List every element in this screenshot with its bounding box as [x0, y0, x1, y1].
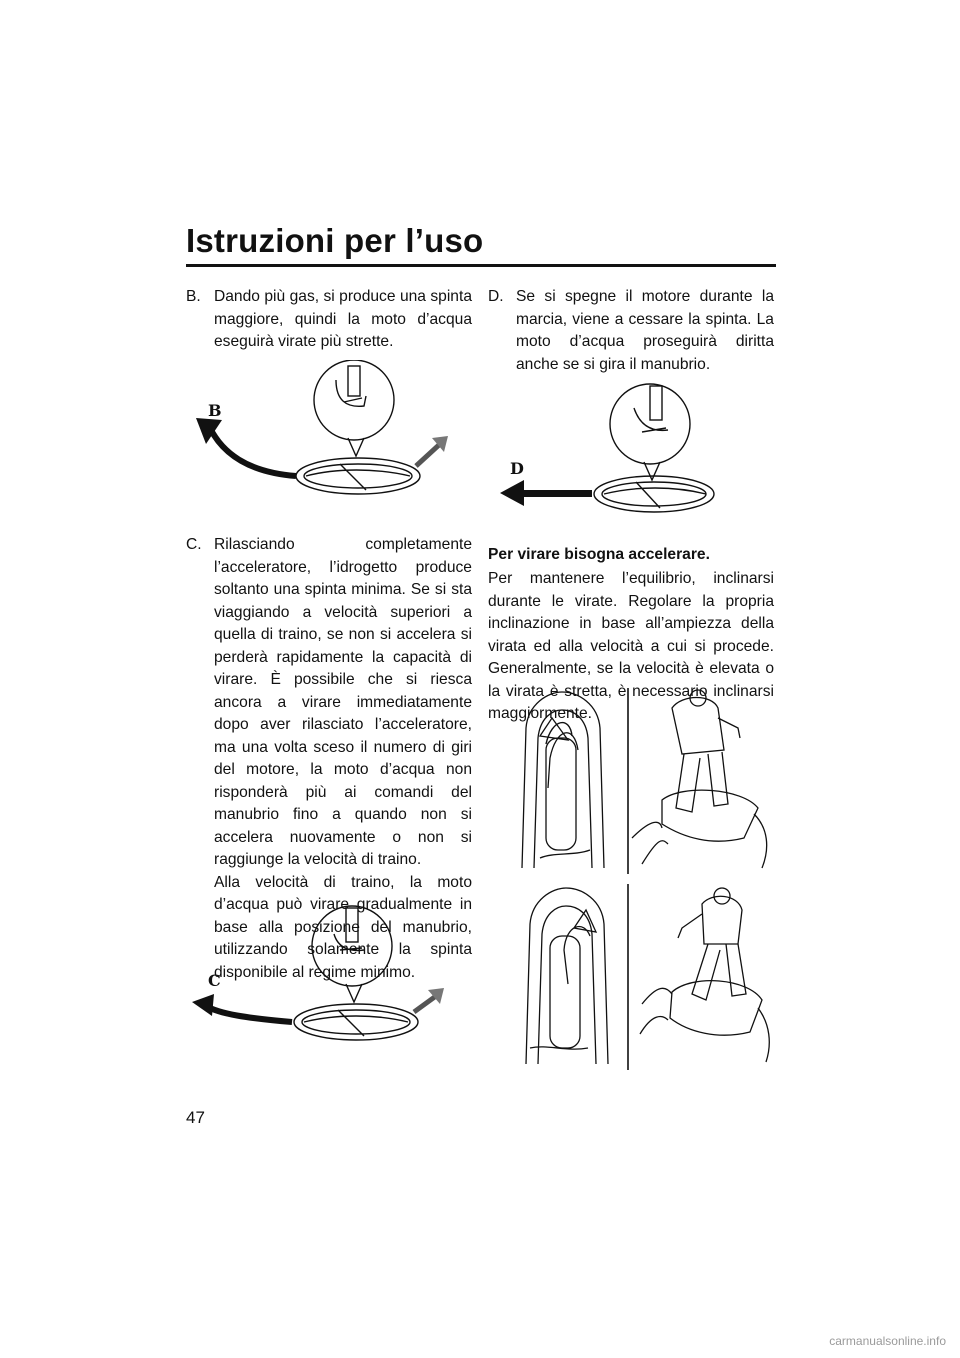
- list-marker-c: C.: [186, 536, 202, 553]
- list-marker-d: D.: [488, 288, 504, 305]
- figure-c-label: C: [208, 971, 221, 990]
- figure-c: [186, 900, 476, 1050]
- list-text-c: Rilasciando completamente l’acceleratore, l’idrogetto produce soltanto una spinta minima. Se si sta viaggiando a velocità superiori a quella di traino, se non si accelera si perderà rapidamente la capacità di virare. È possibile che si riesca ancora a virare immediatamente dopo aver rilasciato l’acceleratore, ma una volta sceso il numero di giri del motore, la moto d’acqua non risponderà più ai comandi del manubrio fino a quando non si accelera nuovamente o non si raggiunge la velocità di traino.: [214, 536, 472, 868]
- list-marker-b: B.: [186, 288, 201, 305]
- page-number: 47: [186, 1108, 205, 1127]
- page-title: Istruzioni per l’uso: [186, 222, 484, 259]
- list-text-c-2: Alla velocità di traino, la moto d’acqua può virare gradualmente in base alla posizione del manubrio, utilizzando solamente la spinta disponibile al regime minimo.: [214, 873, 472, 981]
- list-item-b: [186, 286, 472, 354]
- title-rule: [186, 264, 776, 267]
- list-text-b: Dando più gas, si produce una spinta maggiore, quindi la moto d’acqua eseguirà virate più strette.: [214, 288, 472, 350]
- figure-d-label: D: [510, 459, 524, 478]
- riding-figure-top: [512, 688, 774, 874]
- section-heading: Per virare bisogna accelerare.: [488, 546, 710, 563]
- figure-b-label: B: [208, 401, 222, 420]
- list-text-d: Se si spegne il motore durante la marcia, viene a cessare la spinta. La moto d’acqua proseguirà diritta anche se si gira il manubrio.: [516, 288, 774, 373]
- riding-figure-bottom: [512, 884, 774, 1070]
- figure-b: [186, 360, 476, 500]
- figure-d: [490, 380, 750, 520]
- body-paragraph: Per mantenere l’equilibrio, inclinarsi durante le virate. Regolare la propria inclinazione in base all’ampiezza della virata ed alla velocità a cui si procede. Generalmente, se la velocità è elevata o la virata è stretta, è necessario inclinarsi maggiormente.: [488, 570, 774, 722]
- list-item-d: [488, 286, 774, 376]
- watermark: carmanualsonline.info: [829, 1334, 946, 1348]
